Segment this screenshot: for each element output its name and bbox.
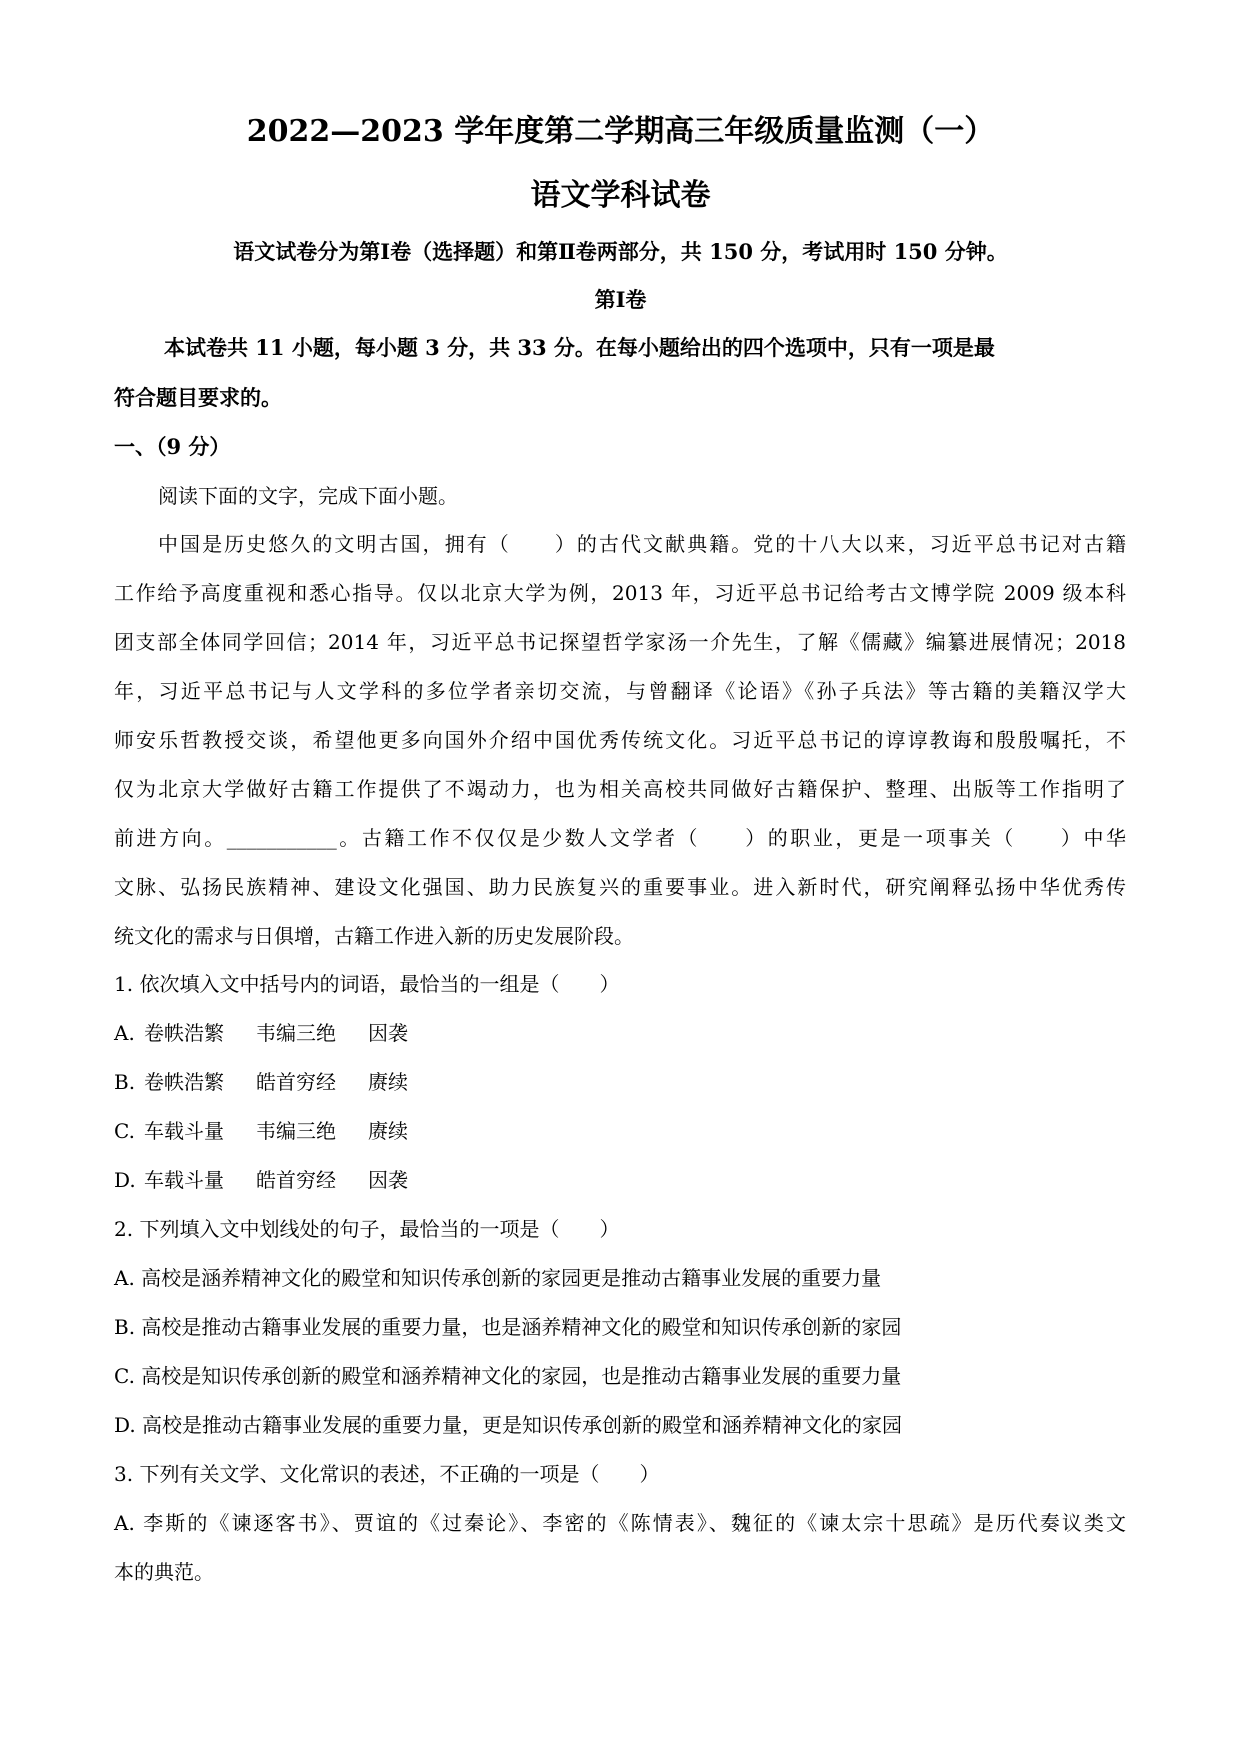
question-2-option-b: B. 高校是推动古籍事业发展的重要力量，也是涵养精神文化的殿堂和知识传承创新的家园 [114,1315,902,1339]
question-3-stem: 3. 下列有关文学、文化常识的表述，不正确的一项是（ ） [114,1462,660,1486]
option-word: 韦编三绝 [256,1119,336,1143]
passage-line: 年，习近平总书记与人文学科的多位学者亲切交流，与曾翻译《论语》《孙子兵法》等古籍的美籍汉学大 [114,679,1126,703]
intro-line: 符合题目要求的。 [114,385,282,410]
option-word: 卷帙浩繁 [144,1021,224,1045]
option-word: 卷帙浩繁 [144,1070,224,1094]
question-2-option-a: A. 高校是涵养精神文化的殿堂和知识传承创新的家园更是推动古籍事业发展的重要力量 [114,1266,882,1290]
volume-title: 第Ⅰ卷 [594,287,647,312]
question-1-option-b [114,1067,440,1097]
section-instruction: 阅读下面的文字，完成下面小题。 [158,484,458,508]
question-1-stem: 1. 依次填入文中括号内的词语，最恰当的一组是（ ） [114,972,620,996]
question-2-option-c: C. 高校是知识传承创新的殿堂和涵养精神文化的家园，也是推动古籍事业发展的重要力量 [114,1364,902,1388]
option-letter: C. [114,1119,135,1143]
option-word: 皓首穷经 [256,1168,336,1192]
option-word: 车载斗量 [144,1119,224,1143]
option-word: 车载斗量 [144,1168,224,1192]
page-title: 2022—2023 学年度第二学期高三年级质量监测（一） [246,114,995,149]
question-2-option-d: D. 高校是推动古籍事业发展的重要力量，更是知识传承创新的殿堂和涵养精神文化的家园 [114,1413,903,1437]
passage-line: 师安乐哲教授交谈，希望他更多向国外介绍中国优秀传统文化。习近平总书记的谆谆教诲和殷殷嘱托，不 [114,728,1126,752]
question-1-option-d [114,1165,440,1195]
passage-line: 工作给予高度重视和悉心指导。仅以北京大学为例，2013 年，习近平总书记给考古文博学院 2009 级本科 [114,581,1126,605]
question-3-option-a: A. 李斯的《谏逐客书》、贾谊的《过秦论》、李密的《陈情表》、魏征的《谏太宗十思疏》是历代奏议类文 [114,1511,1126,1535]
section-heading: 一、（9 分） [114,434,231,459]
exam-info: 语文试卷分为第Ⅰ卷（选择题）和第Ⅱ卷两部分，共 150 分，考试用时 150 分钟。 [233,239,1008,264]
passage-line: 仅为北京大学做好古籍工作提供了不竭动力，也为相关高校共同做好古籍保护、整理、出版等工作指明了 [114,777,1126,801]
question-1-option-a [114,1018,440,1048]
question-1-option-c [114,1116,440,1146]
option-letter: B. [114,1070,136,1094]
passage-line: 前进方向。___________。古籍工作不仅仅是少数人文学者（ ）的职业，更是一项事关（ ）中华 [114,826,1126,850]
passage-line: 中国是历史悠久的文明古国，拥有（ ）的古代文献典籍。党的十八大以来，习近平总书记对古籍 [158,532,1126,556]
passage-line: 文脉、弘扬民族精神、建设文化强国、助力民族复兴的重要事业。进入新时代，研究阐释弘扬中华优秀传 [114,875,1126,899]
intro-line: 本试卷共 11 小题，每小题 3 分，共 33 分。在每小题给出的四个选项中，只有一项是最 [164,335,995,360]
page-subtitle: 语文学科试卷 [530,178,711,213]
option-word: 赓续 [368,1070,408,1094]
option-word: 因袭 [368,1168,408,1192]
option-word: 因袭 [368,1021,408,1045]
question-3-option-a-continued: 本的典范。 [114,1560,214,1584]
passage-line: 团支部全体同学回信；2014 年，习近平总书记探望哲学家汤一介先生，了解《儒藏》编纂进展情况；2018 [114,630,1126,654]
option-letter: A. [114,1021,135,1045]
passage-line: 统文化的需求与日俱增，古籍工作进入新的历史发展阶段。 [114,924,634,948]
option-word: 皓首穷经 [256,1070,336,1094]
option-word: 韦编三绝 [256,1021,336,1045]
option-letter: D. [114,1168,136,1192]
option-word: 赓续 [368,1119,408,1143]
question-2-stem: 2. 下列填入文中划线处的句子，最恰当的一项是（ ） [114,1217,620,1241]
